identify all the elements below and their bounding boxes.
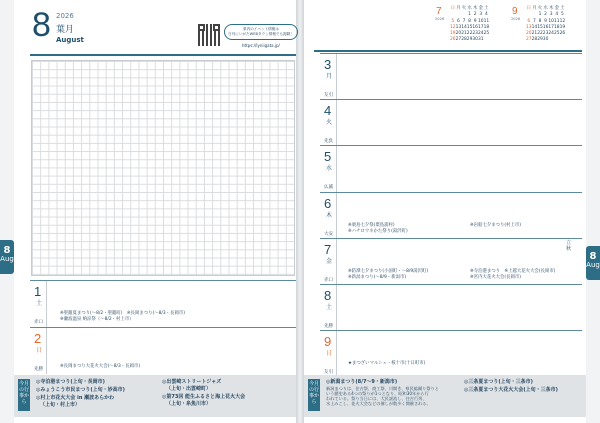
mini-cal-day: 1 (468, 12, 471, 18)
mini-cal-day (484, 37, 490, 43)
month-english: August (56, 36, 84, 44)
event-line: ※岩船七夕まつり(村上市) (470, 222, 522, 228)
mini-cal-day: 20 (526, 31, 532, 37)
event-line: ※寺泊港まつり ※上越大花火大会(長岡市) (470, 268, 556, 274)
mini-cal-day: 9 (473, 18, 477, 24)
monthly-events-label: 今月の行事から (308, 379, 320, 411)
day-number: 7 (324, 241, 332, 257)
event-description: 新潟まつりは、住吉祭、商工祭、川開き、県民総踊り祭りと (326, 386, 439, 391)
mini-cal-day: 30 (472, 37, 478, 43)
day-row-3[interactable] (320, 53, 582, 99)
mini-cal-header: 木 (548, 6, 554, 11)
mini-cal-header: 水 (467, 6, 472, 11)
day-row-5[interactable] (320, 145, 582, 191)
day-number: 4 (324, 103, 332, 119)
monthly-event: ◎第73回 能生ふるさと海上花火大会 (162, 394, 246, 400)
monthly-event: ◎新潟まつり(8/7〜9・新潟市) (326, 379, 398, 385)
mini-cal-day: 26 (450, 37, 456, 43)
event-line: ※ハチロウネかた祭り(湯沢町) (348, 228, 408, 234)
day-weekday: 月 (326, 73, 333, 80)
mini-cal-day: 18 (553, 24, 560, 30)
event-description: われている。祭り当日には、大民謡流し、住吉行列、 (326, 396, 427, 401)
mini-cal-day: 29 (466, 37, 473, 43)
mini-cal-day: 31 (477, 37, 484, 43)
day-weekday: 木 (326, 211, 333, 219)
mini-cal-day: 9 (544, 18, 547, 24)
day-row-2[interactable] (30, 327, 296, 374)
monthly-event: ◎三条夏まつり(上旬・三条市) (464, 379, 533, 385)
mini-cal-day: 14 (461, 24, 467, 30)
mini-cal-day: 8 (468, 18, 471, 24)
row-divider (46, 328, 47, 374)
row-divider (336, 54, 337, 99)
mini-cal-day: 25 (483, 31, 490, 37)
tab-month: 8 (3, 245, 11, 256)
event-line: ★まつざいマルシェ・桜十市(十日町市) (348, 361, 426, 367)
day-rokuyo: 友引 (324, 93, 333, 98)
mini-cal-day: 15 (466, 24, 473, 30)
event-description: いう歴史ある4つの祭りが1つとなり、昭和30年から行 (326, 391, 429, 396)
mini-cal-header: 金 (554, 6, 559, 11)
year-label: 2026 (56, 12, 74, 20)
row-divider (336, 193, 337, 238)
mini-cal-day: 21 (531, 31, 538, 37)
mini-cal-day: 11 (553, 18, 560, 24)
right-page (304, 0, 586, 423)
mini-cal-day: 14 (531, 24, 538, 30)
monthly-event: （上旬・出雲崎町） (166, 386, 212, 392)
row-divider (336, 239, 337, 284)
day-weekday: 火 (326, 119, 333, 127)
day-weekday: 土 (326, 304, 333, 311)
mini-cal-day: 7 (462, 18, 466, 24)
mini-cal-day: 18 (483, 24, 490, 30)
mini-cal-day: 27 (526, 37, 532, 43)
mini-cal-day: 25 (553, 31, 560, 37)
monthly-event: （上旬・糸魚川市） (166, 401, 212, 407)
mini-month: 7 (436, 6, 442, 17)
day-rokuyo: 赤口 (324, 277, 333, 283)
mini-cal-day: 29 (537, 37, 543, 43)
mini-cal-header: 火 (461, 6, 467, 11)
mini-cal-day: 3 (479, 12, 483, 18)
month-number: 8 (32, 6, 51, 44)
event-line: ※瀬波温泉 納涼祭（〜8/2・村上市） (60, 317, 134, 322)
row-divider (46, 281, 47, 327)
mini-cal-day: 19 (559, 24, 566, 30)
month-tab-left[interactable] (0, 240, 14, 274)
mini-cal-day: 11 (483, 18, 490, 24)
monthly-events-bar (14, 375, 296, 417)
event-line: ※防潭七夕まつり(小国町・〜8/9湯沢町) (348, 268, 429, 274)
monthly-event: ◎寺泊港まつり(上旬・長岡市) (36, 379, 105, 385)
promo-url: https://lyniigata.jp/ (242, 43, 280, 48)
mini-cal-day: 20 (455, 31, 462, 37)
mini-cal-day: 12 (559, 18, 566, 24)
month-tab-right[interactable] (586, 246, 600, 280)
day-number: 6 (324, 195, 332, 211)
mini-cal-day: 16 (472, 24, 478, 30)
mini-cal-day: 5 (451, 18, 455, 24)
mini-cal-day: 21 (461, 31, 467, 37)
qr-code-icon (198, 24, 220, 46)
day-number: 3 (324, 57, 332, 72)
day-rokuyo: 仏滅 (324, 185, 333, 191)
event-line: ※長岡まつり大花火大会(〜8/3・長岡市) (60, 364, 141, 369)
event-line: ※聖籠夏まつり(〜8/2・聖籠町) ※長岡まつり(〜8/3・長岡市) (60, 311, 185, 316)
day-row-1[interactable] (30, 280, 296, 327)
mini-cal-header: 木 (472, 6, 478, 11)
day-rokuyo: 先負 (324, 139, 333, 145)
mini-cal-day: 2 (544, 12, 547, 18)
mini-cal-day: 2 (473, 12, 477, 18)
mini-cal-day: 16 (542, 24, 549, 30)
mini-cal-day: 12 (450, 24, 456, 30)
day-rokuyo: 赤口 (34, 320, 43, 325)
header-rule (30, 54, 296, 56)
mini-year: 2026 (435, 17, 445, 21)
day-weekday: 金 (326, 257, 333, 265)
day-number: 2 (34, 331, 42, 346)
mini-cal-day: 30 (542, 37, 549, 43)
tab-month: 8 (589, 251, 597, 262)
mini-cal-day: 8 (538, 18, 542, 24)
mini-cal-day: 10 (548, 18, 554, 24)
left-page (14, 0, 296, 423)
mini-cal-header: 土 (560, 6, 565, 11)
mini-cal-day: 19 (450, 31, 456, 37)
monthly-events-label: 今月の行事から (18, 379, 30, 411)
day-number: 1 (34, 284, 42, 299)
day-weekday: 水 (326, 165, 333, 173)
promo-bubble (224, 24, 298, 40)
mini-cal-day: 22 (466, 31, 473, 37)
mini-calendar-table (450, 6, 489, 44)
day-row-6[interactable] (320, 192, 582, 238)
mini-cal-day (560, 37, 566, 43)
event-line: ※宮内大花火大会(長岡市) (470, 274, 522, 280)
monthly-event: ◎三条夏まつり大花火大会(上旬・三条市) (464, 387, 558, 393)
mini-cal-day: 15 (537, 24, 543, 30)
header-rule (314, 50, 582, 52)
mini-cal-day: 27 (455, 37, 462, 43)
mini-cal-day: 6 (527, 18, 531, 24)
day-rokuyo: 先勝 (324, 324, 333, 329)
mini-cal-day: 7 (532, 18, 536, 24)
row-divider (336, 100, 337, 145)
row-divider (336, 146, 337, 191)
day-weekday: 日 (326, 350, 333, 358)
monthly-event: ◎みょうこう市民まつり(上旬・妙高市) (36, 387, 125, 393)
event-line: ※新潟まつり(〜8/9・新潟市) (348, 274, 407, 280)
row-divider (336, 331, 337, 376)
mini-cal-day: 17 (477, 24, 484, 30)
day-number: 8 (324, 288, 332, 303)
tab-sub: Aug (0, 255, 14, 263)
event-line: ※栗島七夕祭(粟島浦村) (348, 222, 395, 228)
day-rokuyo: 先勝 (34, 367, 43, 372)
promo-text: 県内のイベント情報は 日刊にいがたWEBタウン情報でも掲載！ (228, 27, 294, 36)
day-row-9[interactable] (320, 330, 582, 376)
month-kanji: 葉月 (56, 25, 75, 35)
day-rokuyo: 大安 (324, 231, 333, 237)
mini-cal-day: 5 (560, 12, 564, 18)
mini-cal-header: 火 (537, 6, 543, 11)
mini-cal-day: 3 (549, 12, 553, 18)
mini-cal-day: 24 (548, 31, 554, 37)
mini-cal-header: 月 (456, 6, 461, 11)
day-row-8[interactable] (320, 284, 582, 330)
tab-sub: Aug (586, 261, 600, 269)
day-number: 5 (324, 149, 332, 165)
monthly-events-bar (304, 375, 586, 417)
side-note: 立秋 (566, 240, 572, 252)
mini-cal-day: 4 (555, 12, 559, 18)
mini-cal-day: 6 (456, 18, 460, 24)
day-number: 9 (324, 334, 332, 350)
day-weekday: 土 (36, 300, 43, 307)
mini-cal-day: 4 (484, 12, 488, 18)
monthly-event: ◎村上市花火大会 in 瀬波あらかわ (36, 395, 115, 401)
mini-cal-day: 23 (542, 31, 549, 37)
mini-cal-day: 17 (548, 24, 554, 30)
mini-cal-header: 水 (543, 6, 548, 11)
mini-cal-day: 13 (526, 24, 532, 30)
monthly-event: （上旬・村上市） (40, 402, 81, 408)
mini-cal-day: 1 (538, 12, 542, 18)
mini-cal-day: 13 (455, 24, 462, 30)
day-row-7[interactable] (320, 238, 582, 284)
mini-cal-day: 22 (537, 31, 543, 37)
mini-cal-day: 28 (531, 37, 538, 43)
mini-cal-header: 土 (484, 6, 489, 11)
mini-cal-day: 10 (477, 18, 484, 24)
mini-cal-day: 23 (472, 31, 478, 37)
mini-cal-header: 金 (478, 6, 483, 11)
mini-cal-header: 日 (450, 6, 455, 11)
mini-cal-header: 月 (532, 6, 537, 11)
mini-cal-day: 26 (559, 31, 566, 37)
day-row-4[interactable] (320, 99, 582, 145)
mini-month: 9 (512, 6, 518, 17)
row-divider (336, 285, 337, 330)
event-description: 水上みこし、花火大会などの催しが数多く開催される。 (326, 401, 431, 406)
notes-grid[interactable] (31, 60, 295, 276)
mini-year: 2026 (511, 17, 521, 21)
book-spine (296, 0, 304, 423)
mini-cal-day: 24 (477, 31, 484, 37)
mini-cal-day: 28 (461, 37, 467, 43)
day-rokuyo: 友引 (324, 370, 333, 376)
mini-calendar-table (526, 6, 565, 44)
monthly-event: ◎出雲崎ストリートジャズ (162, 379, 222, 385)
mini-cal-header: 日 (526, 6, 531, 11)
day-weekday: 日 (36, 347, 43, 354)
